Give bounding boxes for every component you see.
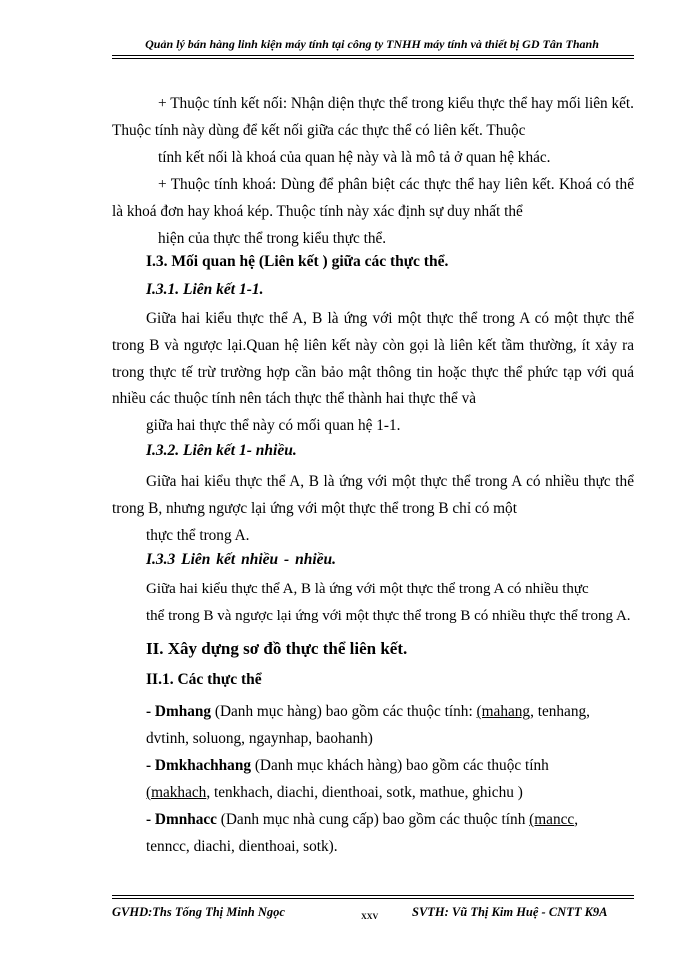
- entity-dmnhacc: [112, 807, 634, 861]
- paragraph-key-attribute-last: hiện của thực thể trong kiểu thực thể.: [158, 229, 387, 247]
- entity-dmhang-desc: (Danh mục hàng) bao gồm các thuộc tính:: [214, 703, 473, 720]
- paragraph-one-to-one: [112, 306, 634, 440]
- entity-dmnhacc-attrs: ,: [574, 811, 579, 828]
- entity-dmhang-name: - Dmhang: [146, 703, 212, 720]
- footer-student: SVTH: Vũ Thị Kim Huệ - CNTT K9A: [412, 905, 608, 919]
- entity-dmkhachhang-attrs: , tenkhach, diachi, dienthoai, sotk, mathue, ghichu ): [206, 783, 523, 801]
- entity-dmnhacc-desc: (Danh mục nhà cung cấp) bao gồm các thuộc tính: [220, 811, 526, 828]
- subsection-heading-one-to-many: I.3.2. Liên kết 1- nhiều.: [146, 442, 297, 459]
- entity-dmnhacc-attrs-cont: tenncc, diachi, dienthoai, sotk).: [146, 837, 338, 855]
- running-header: Quản lý bán hàng linh kiện máy tính tại công ty TNHH máy tính và thiết bị GD Tân Thanh: [145, 37, 599, 51]
- section-heading-entities: II.1. Các thực thể: [146, 671, 262, 688]
- entity-dmhang: [112, 699, 634, 753]
- footer-rule: [112, 895, 634, 899]
- entity-dmnhacc-name: - Dmnhacc: [146, 811, 217, 828]
- paragraph-one-to-many-last: thực thể trong A.: [146, 526, 250, 544]
- paragraph-one-to-many: [112, 469, 634, 549]
- paragraph-connect-attribute: [112, 91, 634, 171]
- header-rule: [112, 55, 634, 59]
- paragraph-one-to-one-text: Giữa hai kiểu thực thể A, B là ứng với một thực thể trong A có một thực thể trong B và ngược lại.Quan hệ liên kết này còn gọi là liên kết tầm thường, ít xảy ra trong thực tế trừ trường hợp cần bảo mật thông tin hoặc thực thể phức tạp với quá nhiều các thuộc tính nên tách thực thể thành hai thực thể và: [112, 310, 634, 408]
- subsection-heading-one-to-one: I.3.1. Liên kết 1-1.: [146, 281, 264, 298]
- entity-dmhang-attrs: , tenhang,: [530, 703, 590, 720]
- entity-dmkhachhang-key: (makhach: [146, 783, 207, 801]
- paragraph-many-to-many-last: thể trong B và ngược lại ứng với một thực thể trong B có nhiều thực thể trong A.: [146, 607, 631, 624]
- section-heading-relationships: I.3. Mối quan hệ (Liên kết ) giữa các thực thể.: [146, 253, 449, 270]
- paragraph-connect-attribute-last: tính kết nối là khoá của quan hệ này và là mô tả ở quan hệ khác.: [158, 148, 551, 166]
- paragraph-one-to-one-last: giữa hai thực thể này có mối quan hệ 1-1.: [146, 417, 401, 435]
- entity-dmhang-attrs-cont: dvtinh, soluong, ngaynhap, baohanh): [146, 729, 373, 747]
- paragraph-key-attribute: [112, 172, 634, 252]
- paragraph-key-attribute-text: + Thuộc tính khoá: Dùng để phân biệt các thực thể hay liên kết. Khoá có thể là khoá đơn hay khoá kép. Thuộc tính này xác định sự duy nhất thể: [112, 176, 634, 220]
- entity-dmkhachhang-name: - Dmkhachhang: [146, 757, 251, 774]
- paragraph-many-to-many-text: Giữa hai kiểu thực thể A, B là ứng với một thực thể trong A có nhiều thực: [146, 581, 589, 597]
- paragraph-many-to-many: [112, 576, 634, 630]
- entity-dmkhachhang: [112, 753, 634, 807]
- entity-dmhang-key: (mahang: [476, 703, 531, 720]
- paragraph-one-to-many-text: Giữa hai kiểu thực thể A, B là ứng với một thực thể trong A có nhiều thực thể trong B, nhưng ngược lại ứng với một thực thể trong B chỉ có một: [112, 473, 634, 517]
- chapter-heading-erd: II. Xây dựng sơ đồ thực thể liên kết.: [146, 639, 408, 658]
- footer-advisor: GVHD:Ths Tống Thị Minh Ngọc: [112, 905, 285, 919]
- paragraph-connect-attribute-text: + Thuộc tính kết nối: Nhận diện thực thể trong kiểu thực thể hay mối liên kết. Thuộc tính này dùng để kết nối giữa các thực thể có liên kết. Thuộc: [112, 95, 634, 139]
- entity-dmkhachhang-desc: (Danh mục khách hàng) bao gồm các thuộc tính: [254, 757, 549, 774]
- page-number: XXV: [361, 912, 379, 921]
- subsection-heading-many-to-many: I.3.3 Liên kết nhiều - nhiều.: [146, 551, 336, 568]
- entity-dmnhacc-key: (mancc: [529, 811, 575, 828]
